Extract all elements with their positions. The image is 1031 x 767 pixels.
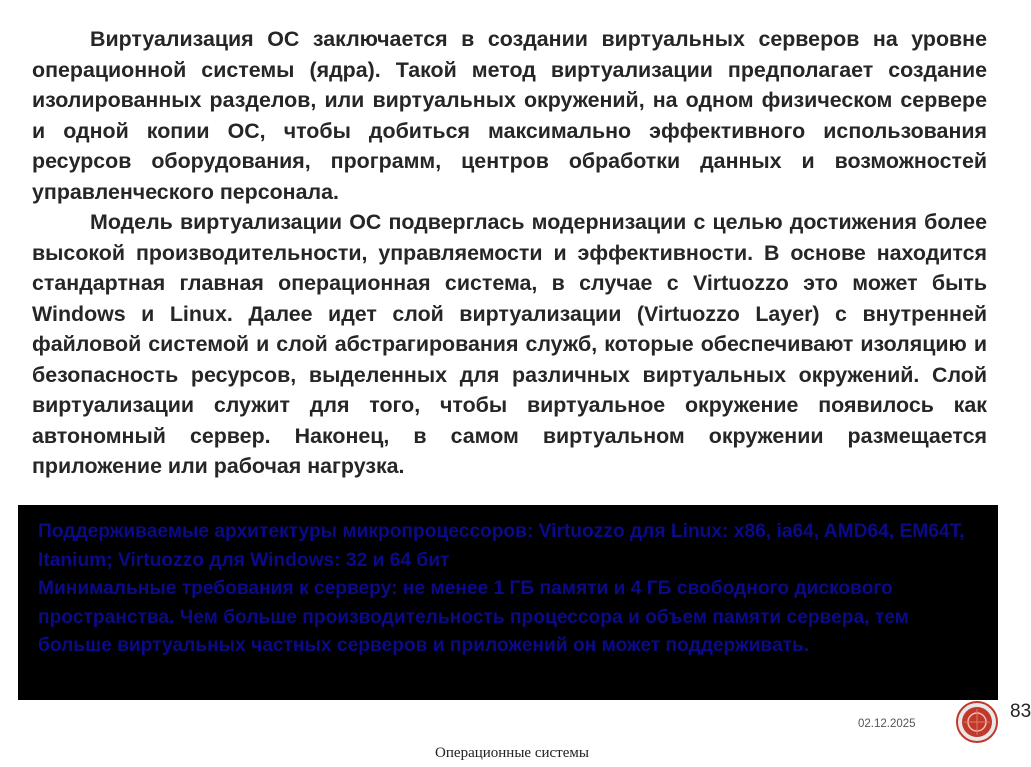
main-paragraph-2: Модель виртуализации ОС подверглась модернизации с целью достижения более высокой производительности, управляемости и эффективности. В основе находится стандартная главная операционная система, в случае с Virtuozzo это может быть Windows и Linux. Далее идет слой виртуализации (Virtuozzo Layer) с внутренней файловой системой и слой абстрагирования служб, которые обеспечивают изоляцию и безопасность ресурсов, выделенных для различных виртуальных окружений. Слой виртуализации служит для того, чтобы виртуальное окружение появилось как автономный сервер. Наконец, в самом виртуальном окружении размещается приложение или рабочая нагрузка. [32, 210, 987, 478]
red-circular-emblem-icon [955, 700, 999, 744]
page-number: 83 [1010, 701, 1031, 722]
info-box-paragraph-1: Поддерживаемые архитектуры микропроцессоров: Virtuozzo для Linux: x86, ia64, AMD64, EM64T, Itanium; Virtuozzo для Windows: 32 и 64 бит [38, 521, 965, 571]
info-box-text [38, 518, 983, 661]
main-text-block [32, 24, 987, 510]
info-box-paragraph-2: Минимальные требования к серверу: не менее 1 ГБ памяти и 4 ГБ свободного дискового пространства. Чем больше производительность процессора и объем памяти сервера, тем больше виртуальных частных серверов и приложений он может поддерживать. [38, 578, 909, 657]
footer-title: Операционные системы [435, 745, 589, 761]
slide-date: 02.12.2025 [858, 718, 916, 730]
main-paragraph-1: Виртуализация ОС заключается в создании виртуальных серверов на уровне операционной системы (ядра). Такой метод виртуализации предполагает создание изолированных разделов, или виртуальных окружений, на одном физическом сервере и одной копии ОС, чтобы добиться максимально эффективного использования ресурсов оборудования, программ, центров обработки данных и возможностей управленческого персонала. [32, 27, 987, 204]
